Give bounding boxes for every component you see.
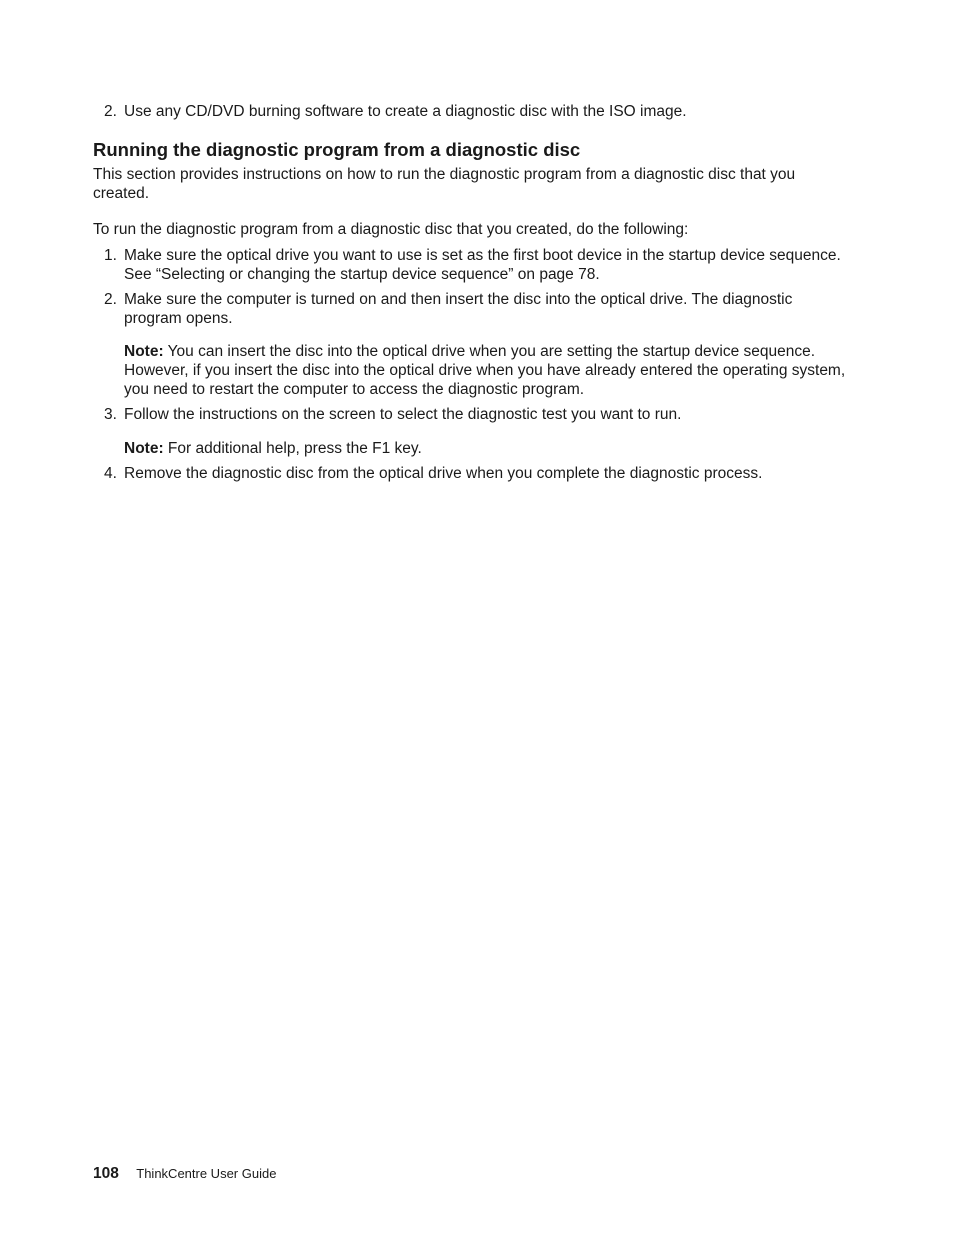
step-2-note: [124, 342, 854, 399]
page-number: 108: [93, 1165, 119, 1182]
step-number: 2.: [104, 291, 117, 308]
step-text: Make sure the computer is turned on and then insert the disc into the optical drive. The diagnostic program opens.: [124, 291, 793, 327]
step-number: 1.: [104, 247, 117, 264]
step-3-note: [124, 439, 854, 458]
list-item-number: 2.: [104, 103, 117, 120]
note-text: For additional help, press the F1 key.: [167, 440, 422, 457]
step-text: Remove the diagnostic disc from the optical drive when you complete the diagnostic process.: [124, 465, 763, 482]
note-label: Note:: [124, 343, 164, 360]
step-text: Make sure the optical drive you want to use is set as the first boot device in the startup device sequence. See “Selecting or changing the startup device sequence” on page 78.: [124, 247, 841, 283]
page-footer: [93, 1165, 276, 1183]
step-number: 3.: [104, 406, 117, 423]
section-intro: This section provides instructions on how to run the diagnostic program from a diagnostic disc that you created.: [93, 166, 796, 202]
step-text: Follow the instructions on the screen to select the diagnostic test you want to run.: [124, 406, 682, 423]
step-number: 4.: [104, 465, 117, 482]
section-heading: Running the diagnostic program from a diagnostic disc: [93, 139, 581, 160]
procedure-lead-in: To run the diagnostic program from a diagnostic disc that you created, do the following:: [93, 221, 689, 238]
guide-title: ThinkCentre User Guide: [136, 1166, 277, 1181]
list-item-text: Use any CD/DVD burning software to create a diagnostic disc with the ISO image.: [124, 103, 687, 120]
note-label: Note:: [124, 440, 164, 457]
note-text: You can insert the disc into the optical drive when you are setting the startup device sequence. However, if you insert the disc into the optical drive when you have already entered the operating system, you need to restart the computer to access the diagnostic program.: [124, 343, 846, 398]
